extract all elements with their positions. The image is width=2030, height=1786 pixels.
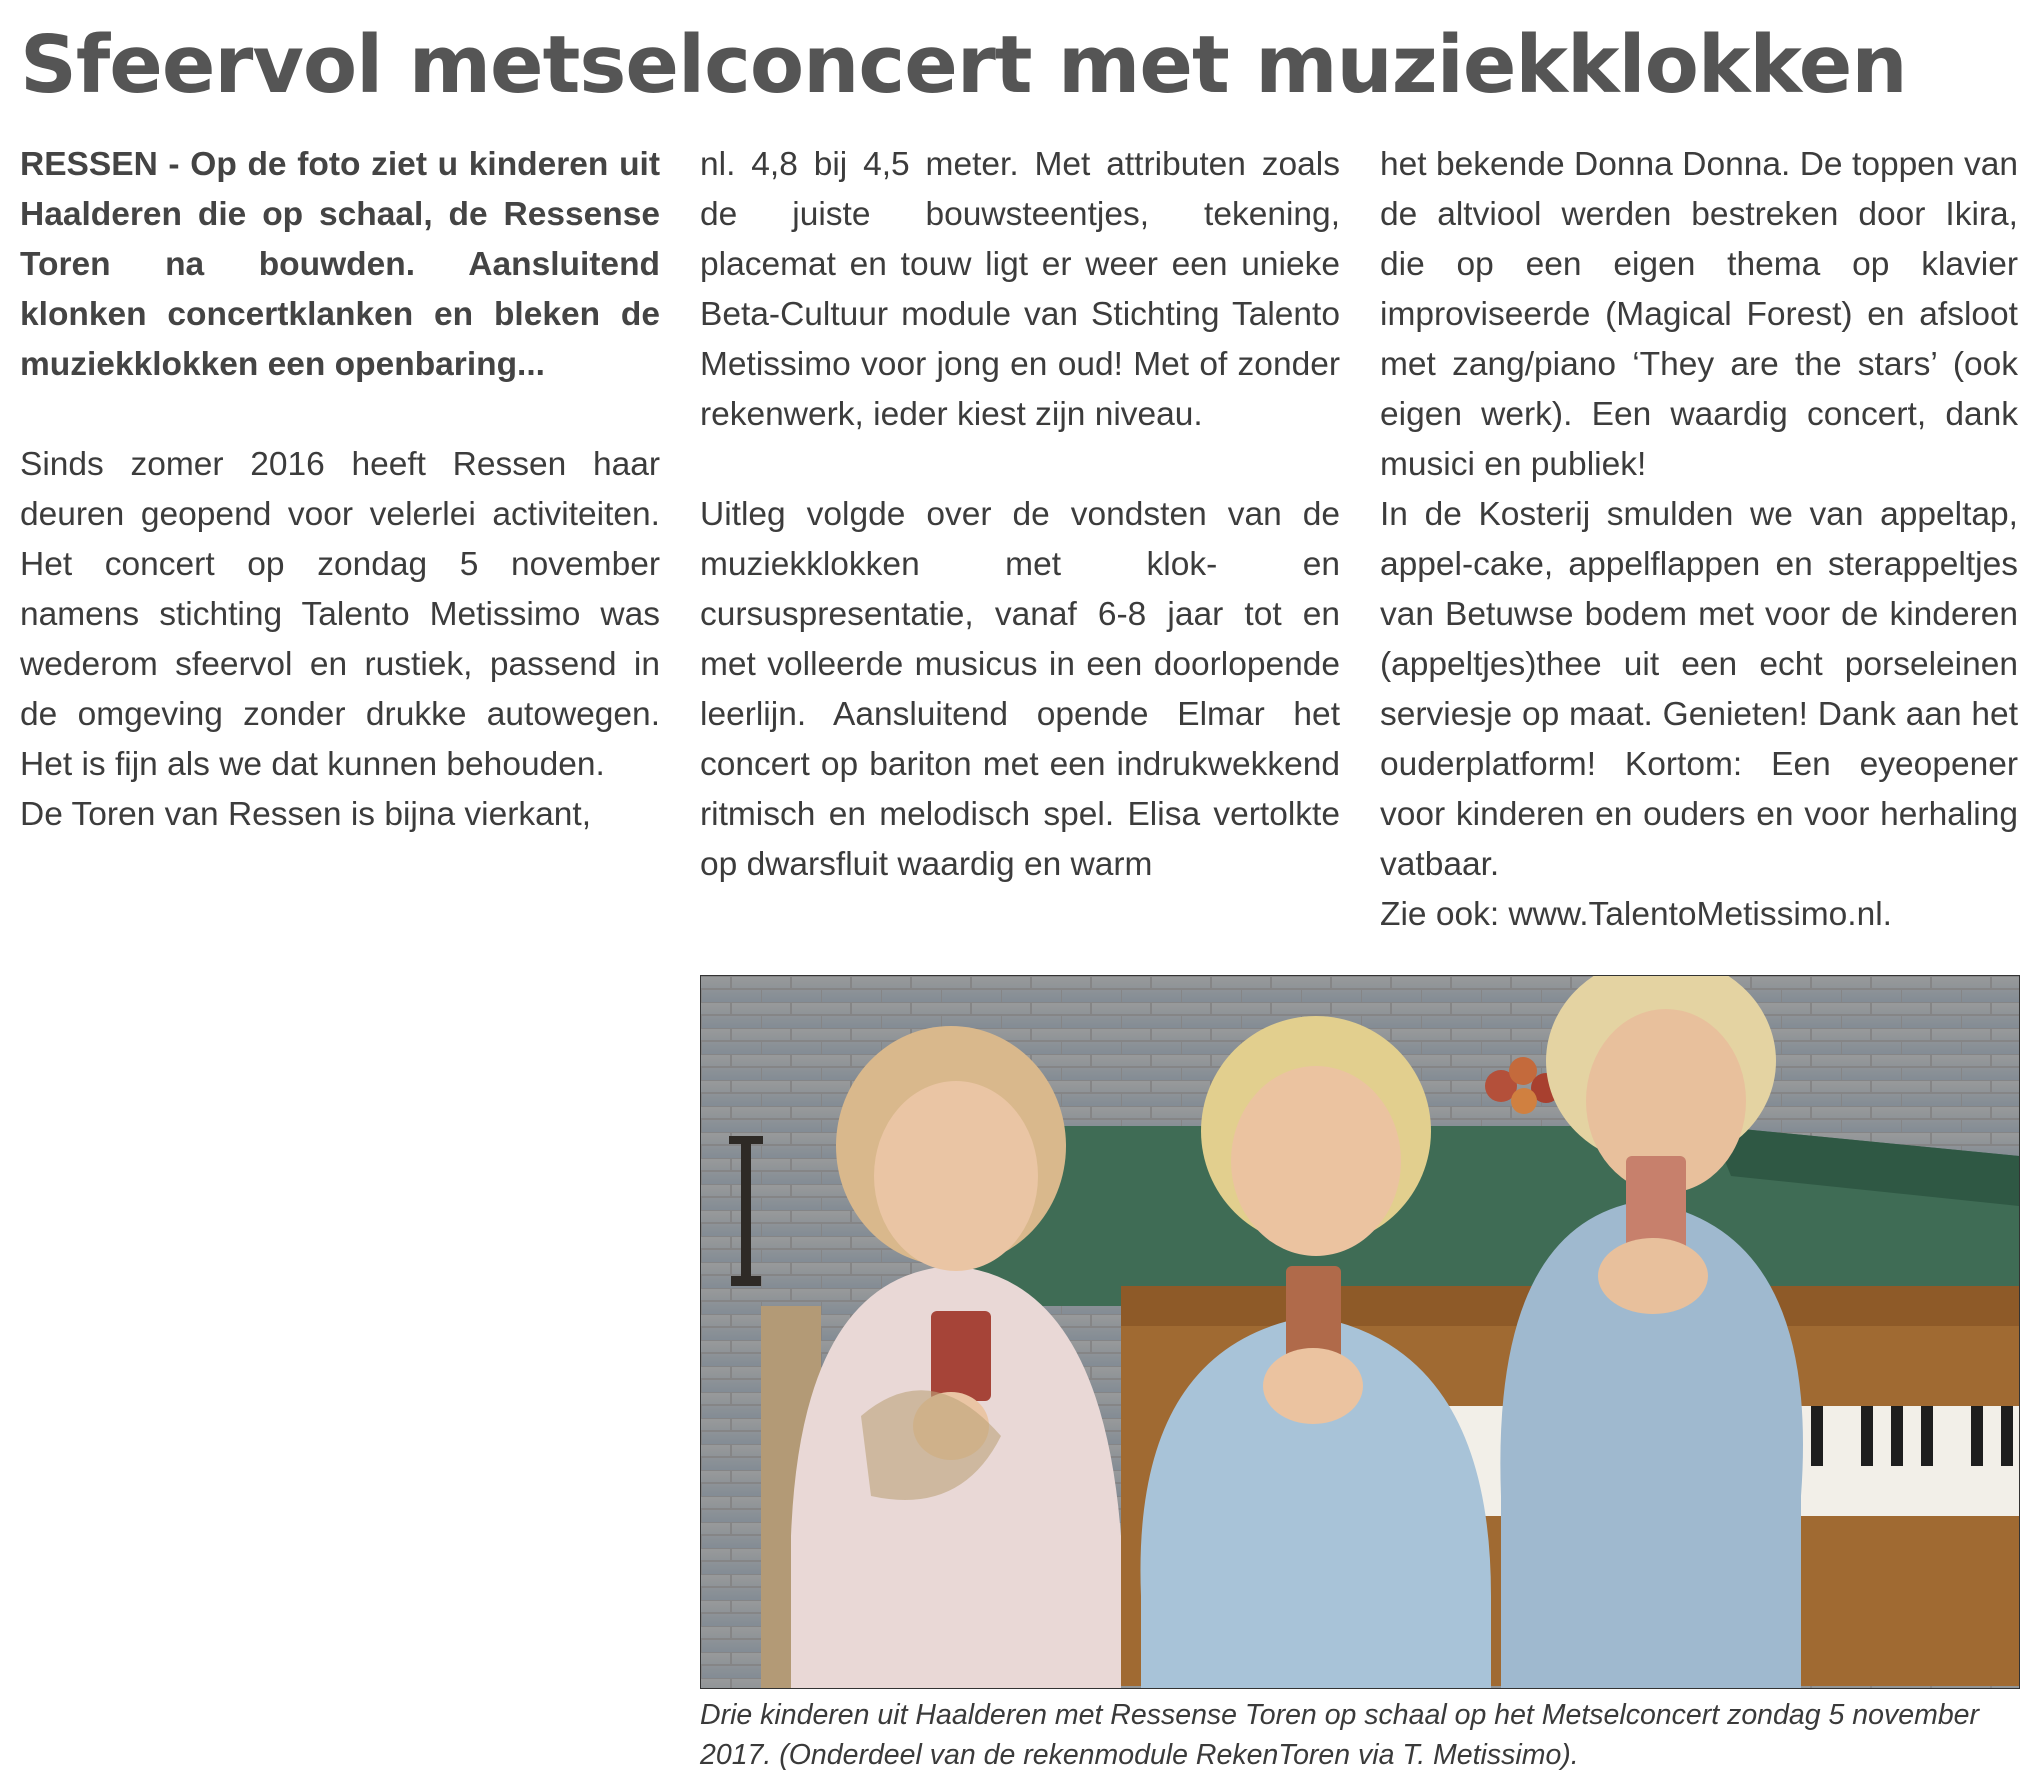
article-paragraph: Uitleg volgde over de vondsten van de muziekklokken met klok- en cursuspresentatie, vanaf 6-8 jaar tot en met volleerde musicus in een doorlopende leerlijn. Aansluitend opende Elmar het concert op bariton met een indrukwekkend ritmisch en melodisch spel. Elisa vertolkte op dwarsfluit waardig en warm [700,496,1340,883]
article-dateline: RESSEN - [20,146,191,183]
article-paragraph: Zie ook: www.TalentoMetissimo.nl. [1380,896,1892,933]
article-paragraph: In de Kosterij smulden we van appeltap, appel-cake, appelflappen en sterappeltjes van Betuwse bodem met voor de kinderen (appeltjes)thee uit een echt porseleinen serviesje op maat. Genieten! Dank aan het ouderplatform! Kortom: Een eyeopener voor kinderen en ouders en voor herhaling vatbaar. [1380,496,2018,883]
article-lead-text: Op de foto ziet u kinderen uit Haalderen die op schaal, de Ressense Toren na bouwden. Aansluitend klonken concertklanken en bleken de muziekklokken een openbaring... [20,146,660,383]
article-paragraph: De Toren van Ressen is bijna vierkant, [20,796,592,833]
article-paragraph: het bekende Donna Donna. De toppen van de altviool werden bestreken door Ikira, die op een eigen thema op klavier improviseerde (Magical Forest) en afsloot met zang/piano ‘They are the stars’ (ook eigen werk). Een waardig concert, dank musici en publiek! [1380,146,2018,483]
article-lead [20,140,660,390]
article-paragraph: Sinds zomer 2016 heeft Ressen haar deuren geopend voor velerlei activiteiten. Het concert op zondag 5 november namens stichting Talento Metissimo was wederom sfeervol en rustiek, passend in de omgeving zonder drukke autowegen. Het is fijn als we dat kunnen behouden. [20,446,660,783]
article-column-1 [20,140,660,840]
photo-caption: Drie kinderen uit Haalderen met Ressense Toren op schaal op het Metselconcert zondag 5 november 2017. (Onderdeel van de rekenmodule RekenToren via T. Metissimo). [700,1699,1980,1771]
article-column-3 [1380,140,2018,940]
article-headline: Sfeervol metselconcert met muziekklokken [20,19,1907,111]
article-column-2 [700,140,1340,890]
article-photo [700,975,2020,1689]
article-paragraph: nl. 4,8 bij 4,5 meter. Met attributen zoals de juiste bouwsteentjes, tekening, placemat en touw ligt er weer een unieke Beta-Cultuur module van Stichting Talento Metissimo voor jong en oud! Met of zonder rekenwerk, ieder kiest zijn niveau. [700,146,1340,433]
photo-illustration [701,976,2019,1688]
